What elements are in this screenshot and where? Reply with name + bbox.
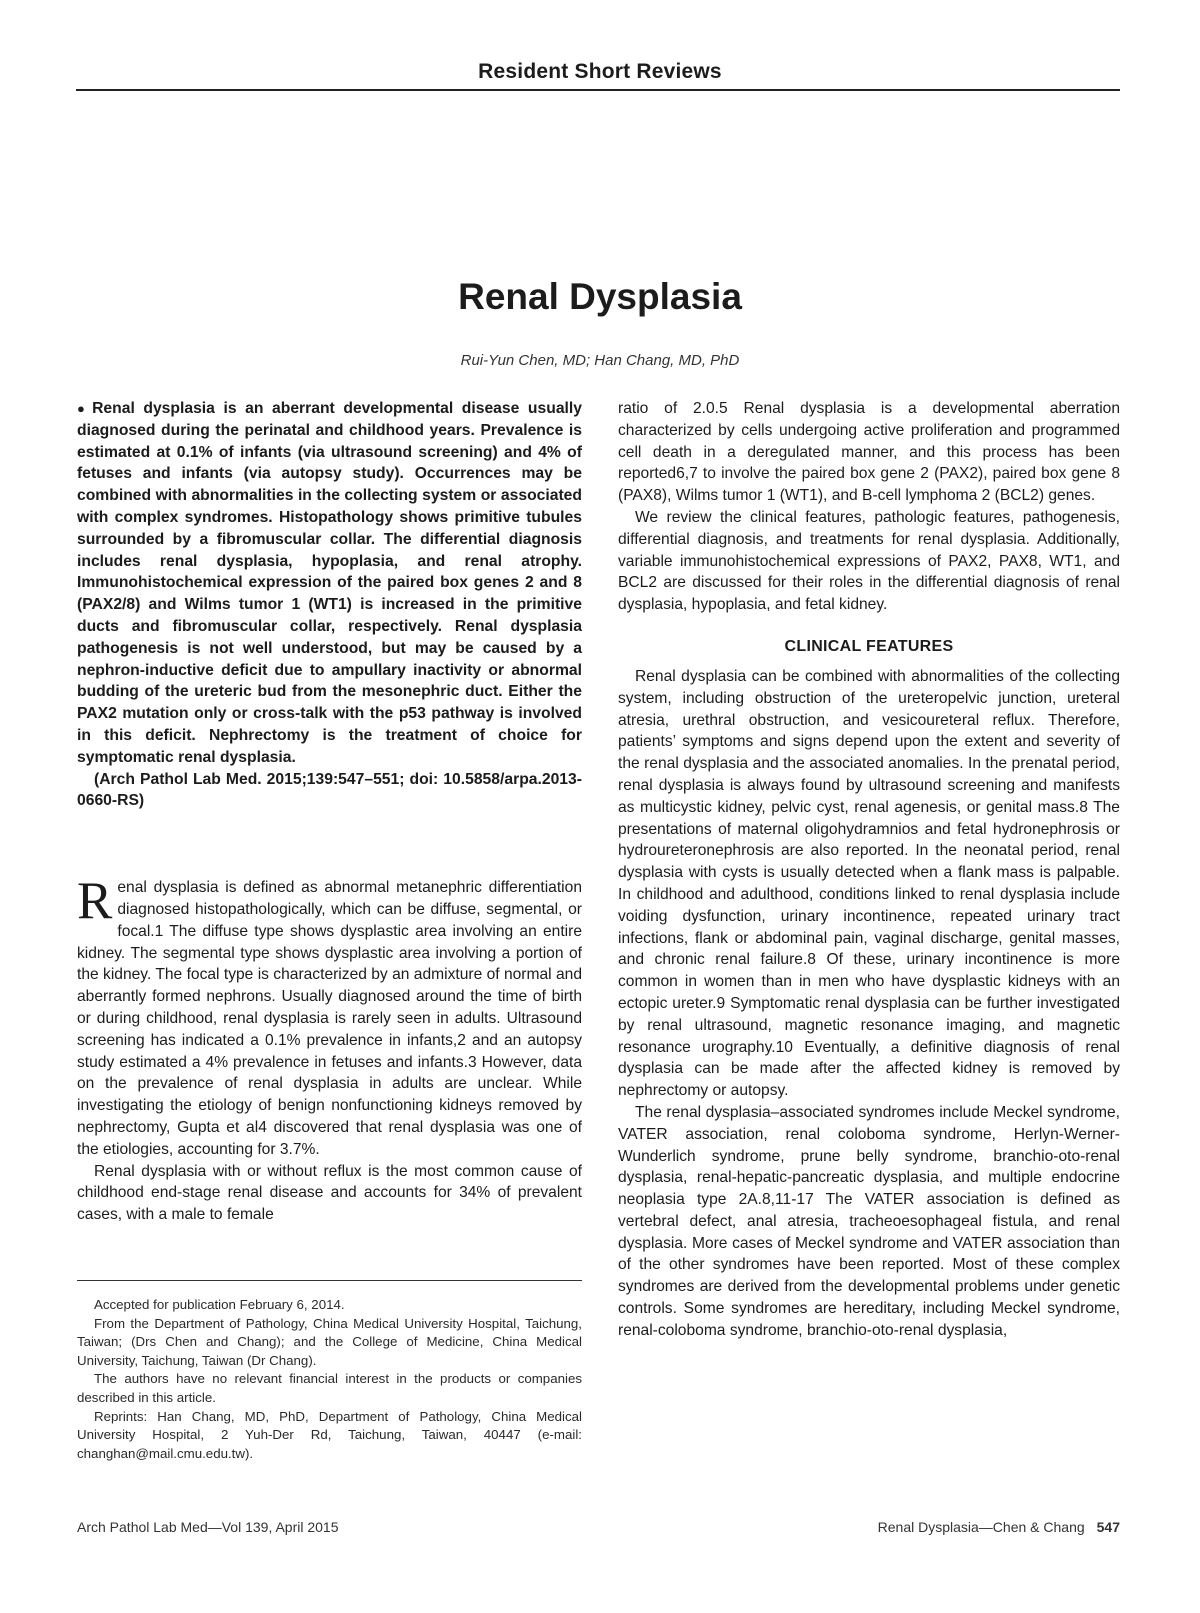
abstract bbox=[77, 398, 582, 769]
footnote-rule bbox=[77, 1280, 582, 1281]
footnote-reprints: Reprints: Han Chang, MD, PhD, Department of Pathology, China Medical University Hospital, 2 Yuh-Der Rd, Taichung, Taiwan, 40447 (e-mail: changhan@mail.cmu.edu.tw). bbox=[77, 1408, 582, 1461]
right-column bbox=[618, 398, 1120, 1342]
section-heading-clinical-features: CLINICAL FEATURES bbox=[784, 637, 954, 655]
intro-paragraph-4: We review the clinical features, pathologic features, pathogenesis, differential diagnosis, and treatments for renal dysplasia. Additionally, variable immunohistochemical expressions of PAX2, PAX8, WT1, and BCL2 are discussed for their roles in the differential diagnosis of renal dysplasia, hypoplasia, and fetal kidney. bbox=[618, 508, 1120, 614]
article-title: Renal Dysplasia bbox=[458, 276, 742, 317]
abstract-text: Renal dysplasia is an aberrant developmental disease usually diagnosed during the perinatal and childhood years. Prevalence is estimated at 0.1% of infants (via ultrasound screening) and 4% of fetuses and infants (via autopsy study). Occurrences may be combined with abnormalities in the collecting system or associated with complex syndromes. Histopathology shows primitive tubules surrounded by a fibromuscular collar. The differential diagnosis includes renal dysplasia, hypoplasia, and renal atrophy. Immunohistochemical expression of the paired box genes 2 and 8 (PAX2/8) and Wilms tumor 1 (WT1) is increased in the primitive ducts and fibromuscular collar, respectively. Renal dysplasia pathogenesis is not well understood, but may be caused by a nephron-inductive deficit due to ampullary inactivity or abnormal budding of the ureteric bud from the mesonephric duct. Either the PAX2 mutation only or cross-talk with the p53 pathway is involved in this deficit. Nephrectomy is the treatment of choice for symptomatic renal dysplasia. bbox=[77, 400, 582, 766]
left-column bbox=[77, 398, 582, 1226]
section-header: Resident Short Reviews bbox=[478, 60, 722, 83]
footnotes bbox=[77, 1296, 582, 1463]
intro-paragraph-3: ratio of 2.0.5 Renal dysplasia is a developmental aberration characterized by cells undergoing active proliferation and programmed cell death in a deregulated manner, and this process has been reported6,7 to involve the paired box gene 2 (PAX2), paired box gene 8 (PAX8), Wilms tumor 1 (WT1), and B-cell lymphoma 2 (BCL2) genes. bbox=[618, 400, 1120, 505]
running-title: Renal Dysplasia—Chen & Chang bbox=[877, 1519, 1085, 1535]
header-rule bbox=[76, 89, 1120, 91]
footnote-accepted: Accepted for publication February 6, 2014. bbox=[94, 1297, 345, 1312]
footer-running-title bbox=[878, 1519, 1120, 1535]
intro-paragraph-2: Renal dysplasia with or without reflux is the most common cause of childhood end-stage renal disease and accounts for 34% of prevalent cases, with a male to female bbox=[77, 1162, 582, 1224]
citation: (Arch Pathol Lab Med. 2015;139:547–551; doi: 10.5858/arpa.2013-0660-RS) bbox=[77, 770, 582, 810]
bullet-icon: ● bbox=[77, 401, 90, 416]
page-number: 547 bbox=[1096, 1519, 1120, 1535]
clinical-paragraph-2: The renal dysplasia–associated syndromes include Meckel syndrome, VATER association, renal coloboma syndrome, Herlyn-Werner-Wunderlich syndrome, prune belly syndrome, branchio-oto-renal dysplasia, renal-hepatic-pancreatic dysplasia, and multiple endocrine neoplasia type 2A.8,11-17 The VATER association is defined as vertebral defect, anal atresia, tracheoesophageal fistula, and renal dysplasia. More cases of Meckel syndrome and VATER association than of the other syndromes have been reported. Most of these complex syndromes are derived from the developmental problems under genetic controls. Some syndromes are hereditary, including Meckel syndrome, renal-coloboma syndrome, branchio-oto-renal dysplasia, bbox=[618, 1103, 1120, 1339]
footnote-disclosure: The authors have no relevant financial interest in the products or companies described in this article. bbox=[77, 1371, 582, 1405]
intro-paragraph-1 bbox=[77, 872, 582, 1160]
drop-cap: R bbox=[77, 872, 113, 931]
footnote-affiliation: From the Department of Pathology, China Medical University Hospital, Taichung, Taiwan; (Drs Chen and Chang); and the College of Medicine, China Medical University, Taichung, Taiwan (Dr Chang). bbox=[77, 1315, 582, 1368]
footer-journal: Arch Pathol Lab Med—Vol 139, April 2015 bbox=[77, 1519, 339, 1535]
article-authors: Rui-Yun Chen, MD; Han Chang, MD, PhD bbox=[460, 352, 740, 369]
clinical-paragraph-1: Renal dysplasia can be combined with abnormalities of the collecting system, including obstruction of the ureteropelvic junction, ureteral atresia, urethral obstruction, and vesicoureteral reflux. Therefore, patients’ symptoms and signs depend upon the extent and severity of the renal dysplasia and the associated anomalies. In the prenatal period, renal dysplasia is always found by ultrasound screening and manifests as multicystic kidney, pelvic cyst, renal agenesis, or genital mass.8 The presentations of maternal oligohydramnios and fetal hydronephrosis or hydroureteronephrosis are also reported. In the neonatal period, renal dysplasia with cysts is usually detected when a flank mass is palpable. In childhood and adulthood, conditions linked to renal dysplasia include voiding dysfunction, urinary incontinence, repeated urinary tract infections, flank or abdominal pain, vaginal discharge, genital masses, and chronic renal failure.8 Of these, urinary incontinence is more common in women than in men who have dysplastic kidneys with an ectopic ureter.9 Symptomatic renal dysplasia can be further investigated by renal ultrasound, magnetic resonance imaging, and magnetic resonance urography.10 Eventually, a definitive diagnosis of renal dysplasia can be made after the affected kidney is removed by nephrectomy or autopsy. bbox=[618, 667, 1120, 1100]
intro-paragraph-1-text: enal dysplasia is defined as abnormal metanephric differentiation diagnosed histopathologically, which can be diffuse, segmental, or focal.1 The diffuse type shows dysplastic area involving an entire kidney. The segmental type shows dysplastic area involving a portion of the kidney. The focal type is characterized by an admixture of normal and aberrantly formed nephrons. Usually diagnosed around the time of birth or during childhood, renal dysplasia is rarely seen in adults. Ultrasound screening has indicated a 0.1% prevalence in infants,2 and an autopsy study estimated a 4% prevalence in fetuses and infants.3 However, data on the prevalence of renal dysplasia in adults are unclear. While investigating the etiology of benign nonfunctioning kidneys removed by nephrectomy, Gupta et al4 discovered that renal dysplasia was one of the etiologies, accounting for 3.7%. bbox=[77, 879, 582, 1158]
